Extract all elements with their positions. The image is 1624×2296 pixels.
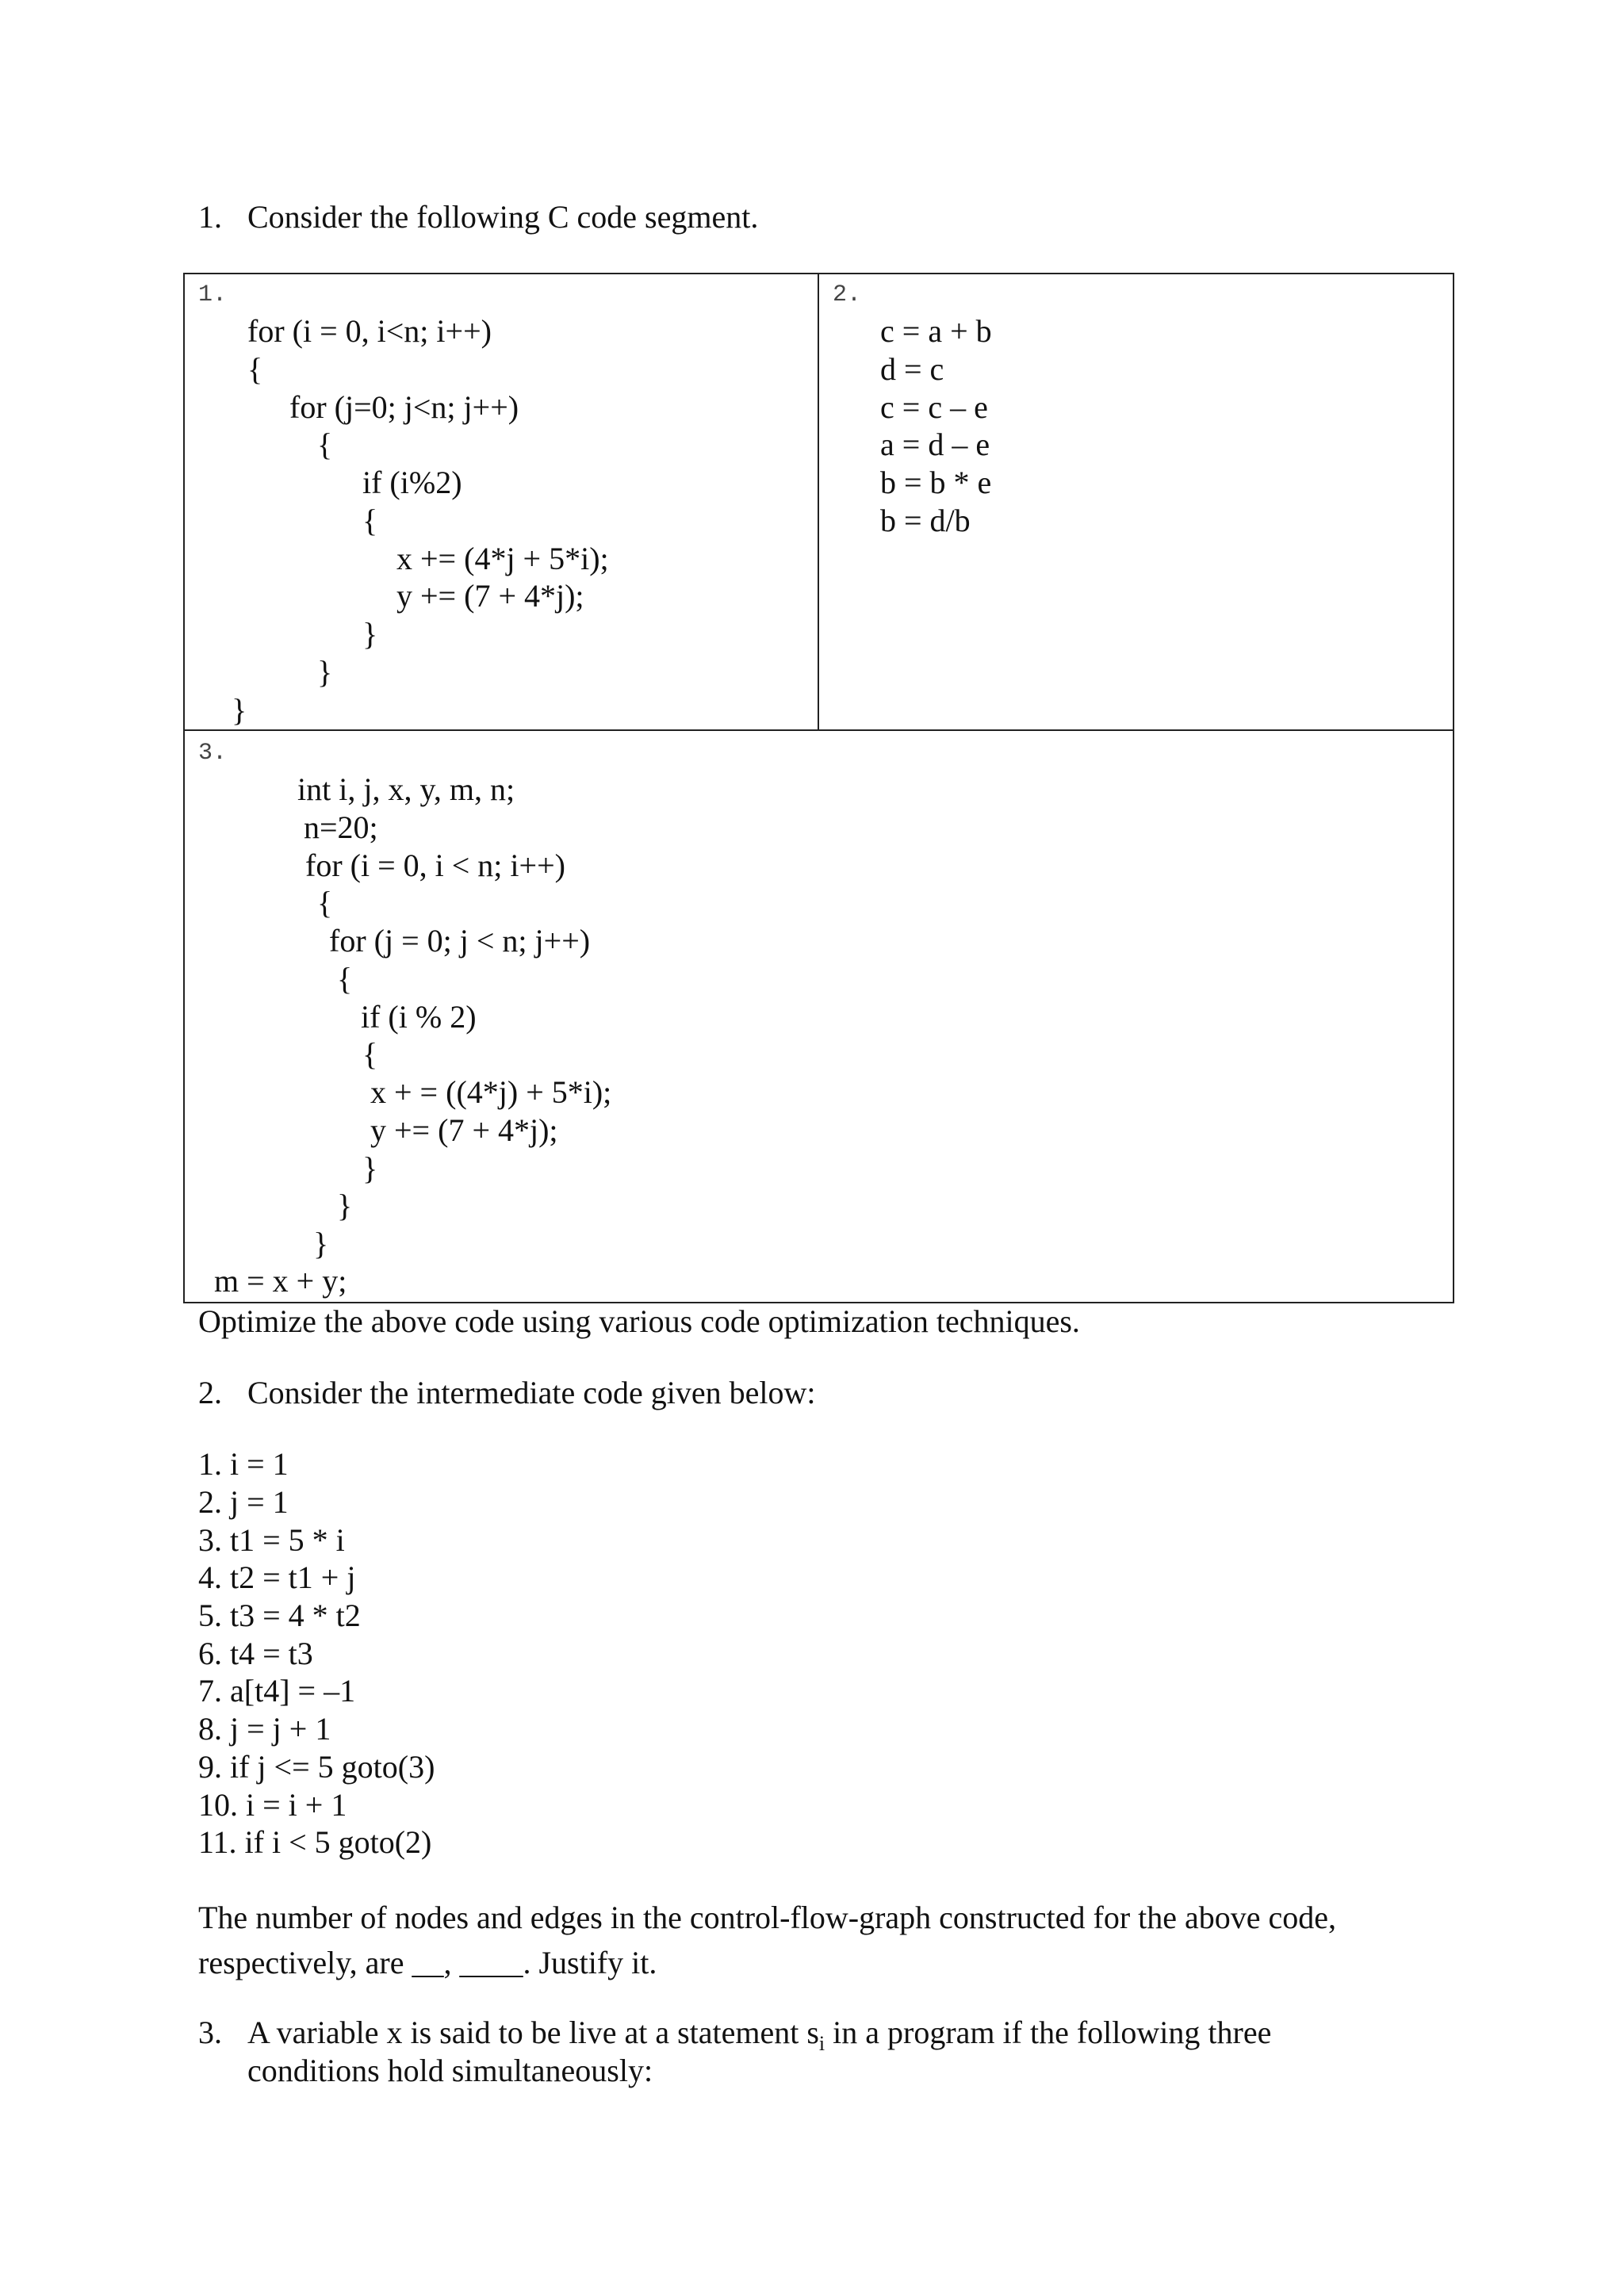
table-vertical-divider [818,273,819,731]
code-line: } [317,654,333,690]
code-line: c = c – e [880,389,988,425]
code-line: 2. j = 1 [198,1484,289,1520]
cell3-label: 3. [198,740,228,767]
q2-question-line1: The number of nodes and edges in the control-flow-graph constructed for the above code, [198,1900,1337,1935]
cell2-label: 2. [833,281,862,308]
cell1-label: 1. [198,281,228,308]
code-line: 3. t1 = 5 * i [198,1522,345,1558]
code-line: { [337,961,353,997]
code-line: c = a + b [880,313,992,349]
code-line: } [337,1188,353,1223]
q3-line2: conditions hold simultaneously: [247,2053,653,2088]
code-line: for (i = 0, i < n; i++) [305,848,565,883]
q2-prompt: Consider the intermediate code given below: [247,1375,816,1410]
q1-prompt: Consider the following C code segment. [247,199,759,235]
code-line: 5. t3 = 4 * t2 [198,1598,361,1633]
code-line: m = x + y; [214,1263,347,1299]
q3-line1-b: in a program if the following three [825,2015,1272,2050]
code-line: int i, j, x, y, m, n; [297,771,515,807]
code-line: { [317,885,333,920]
code-line: 11. if i < 5 goto(2) [198,1824,432,1860]
code-line: y += (7 + 4*j); [396,578,584,614]
code-line: } [313,1226,329,1261]
code-line: x += (4*j + 5*i); [396,541,609,576]
code-line: 9. if j <= 5 goto(3) [198,1749,435,1785]
q3-number: 3. [198,2015,222,2050]
code-line: b = b * e [880,465,992,500]
code-line: if (i%2) [362,465,462,500]
code-line: for (j = 0; j < n; j++) [329,923,591,959]
q2-question-line2: respectively, are __, ____. Justify it. [198,1945,657,1980]
q2-number: 2. [198,1375,222,1410]
code-line: y += (7 + 4*j); [370,1112,558,1148]
code-line: for (i = 0, i<n; i++) [247,313,492,349]
code-line: n=20; [304,809,378,845]
code-line: 6. t4 = t3 [198,1636,313,1671]
code-line: { [362,503,378,538]
code-line: { [247,351,263,387]
code-line: } [362,616,378,652]
code-line: { [362,1036,378,1072]
code-line: a = d – e [880,427,990,462]
code-line: 1. i = 1 [198,1446,289,1482]
q1-number: 1. [198,199,222,235]
code-line: x + = ((4*j) + 5*i); [370,1074,612,1110]
code-line: } [362,1150,378,1186]
code-line: d = c [880,351,944,387]
q3-line1-a: A variable x is said to be live at a statement s [247,2015,819,2050]
code-line: { [317,427,333,462]
code-line: 8. j = j + 1 [198,1711,331,1747]
table-horizontal-divider [183,729,1454,731]
code-line: for (j=0; j<n; j++) [289,389,519,425]
q1-instruction: Optimize the above code using various code optimization techniques. [198,1303,1080,1339]
code-line: b = d/b [880,503,971,538]
code-line: 10. i = i + 1 [198,1787,347,1823]
code-line: 7. a[t4] = –1 [198,1673,356,1709]
q3-subscript: i [818,2032,825,2055]
code-line: } [232,692,247,728]
code-line: if (i % 2) [361,999,477,1035]
code-line: 4. t2 = t1 + j [198,1559,356,1595]
